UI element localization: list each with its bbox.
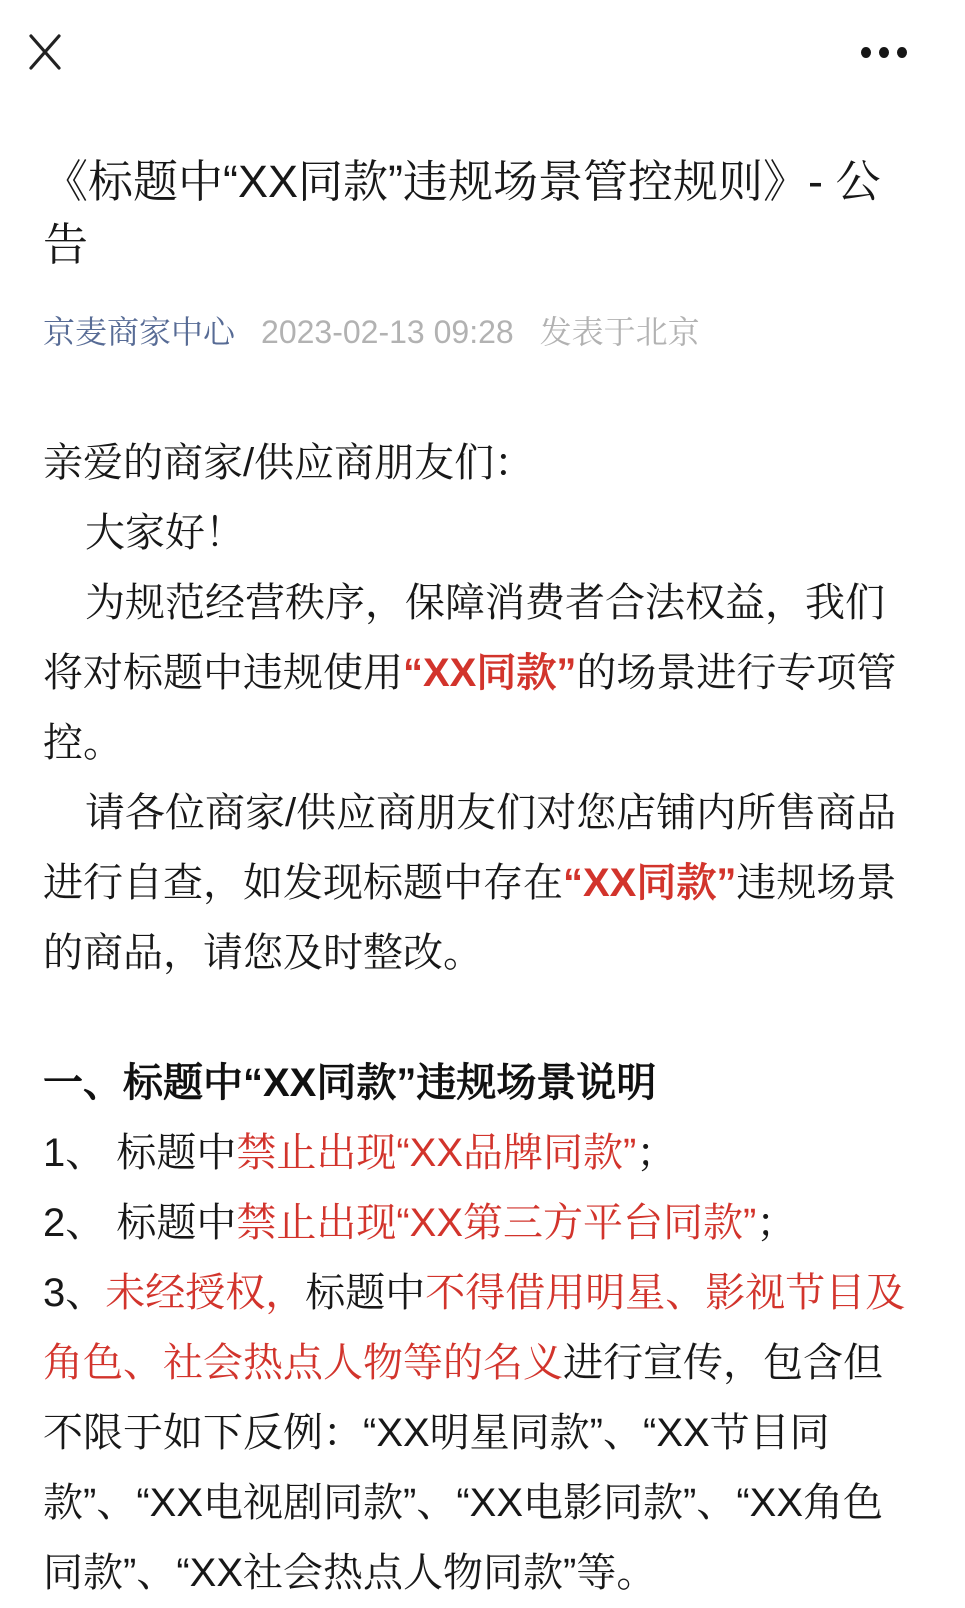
more-dot bbox=[897, 47, 907, 58]
paragraph bbox=[43, 568, 922, 778]
text-segment: 3、 bbox=[43, 1271, 106, 1315]
text-segment: 亲爱的商家/供应商朋友们： bbox=[43, 441, 535, 485]
article-content bbox=[0, 150, 965, 1608]
text-segment: 违规场景的商品，请您及时整改。 bbox=[43, 861, 897, 975]
text-segment: 未经授权， bbox=[105, 1271, 306, 1315]
article-body bbox=[43, 428, 922, 1608]
text-segment: 一、标题中“XX同款”违规场景说明 bbox=[43, 1061, 657, 1105]
more-icon bbox=[861, 47, 907, 58]
text-segment: 为规范经营秩序，保障消费者合法权益，我们将对标题中违规使用 bbox=[43, 581, 885, 695]
text-segment: 的场景进行专项管控。 bbox=[43, 651, 897, 765]
publish-date: 2023-02-13 09:28 bbox=[261, 314, 514, 350]
text-segment: ； bbox=[756, 1201, 797, 1245]
paragraph bbox=[43, 1188, 922, 1258]
paragraph bbox=[43, 778, 922, 988]
text-segment: 请各位商家/供应商朋友们对您店铺内所售商品进行自查，如发现标题中存在 bbox=[43, 791, 897, 905]
text-segment: ； bbox=[636, 1131, 677, 1175]
topbar bbox=[0, 0, 965, 74]
more-dot bbox=[861, 47, 871, 58]
text-segment: 标题中 bbox=[305, 1271, 426, 1315]
paragraph bbox=[43, 1118, 922, 1188]
byline bbox=[43, 312, 922, 352]
text-segment: “XX同款” bbox=[563, 861, 737, 905]
account-name-link[interactable]: 京麦商家中心 bbox=[43, 314, 236, 350]
text-segment: 禁止出现“XX第三方平台同款” bbox=[236, 1201, 757, 1245]
close-button[interactable] bbox=[26, 32, 64, 72]
text-segment: 1、 标题中 bbox=[43, 1131, 237, 1175]
text-segment: 禁止出现“XX品牌同款” bbox=[236, 1131, 637, 1175]
article-title: 《标题中“XX同款”违规场景管控规则》- 公告 bbox=[43, 156, 881, 270]
paragraph bbox=[43, 1258, 922, 1608]
text-segment: 2、 标题中 bbox=[43, 1201, 237, 1245]
text-segment: 不得借用明星、影视节目及角色、社会热点人物等的名义 bbox=[43, 1271, 906, 1385]
more-dot bbox=[879, 47, 889, 58]
text-segment: 大家好！ bbox=[85, 511, 245, 555]
close-icon bbox=[26, 32, 64, 72]
paragraph bbox=[43, 428, 922, 498]
text-segment: 进行宣传，包含但不限于如下反例：“XX明星同款”、“XX节目同款”、“XX电视剧同款”、“XX电影同款”、“XX角色同款”、“XX社会热点人物同款”等。 bbox=[43, 1341, 883, 1595]
text-segment: “XX同款” bbox=[403, 651, 577, 695]
more-button[interactable] bbox=[861, 47, 907, 58]
publish-location: 发表于北京 bbox=[539, 314, 700, 350]
section-heading bbox=[43, 1048, 922, 1118]
paragraph bbox=[43, 498, 922, 568]
